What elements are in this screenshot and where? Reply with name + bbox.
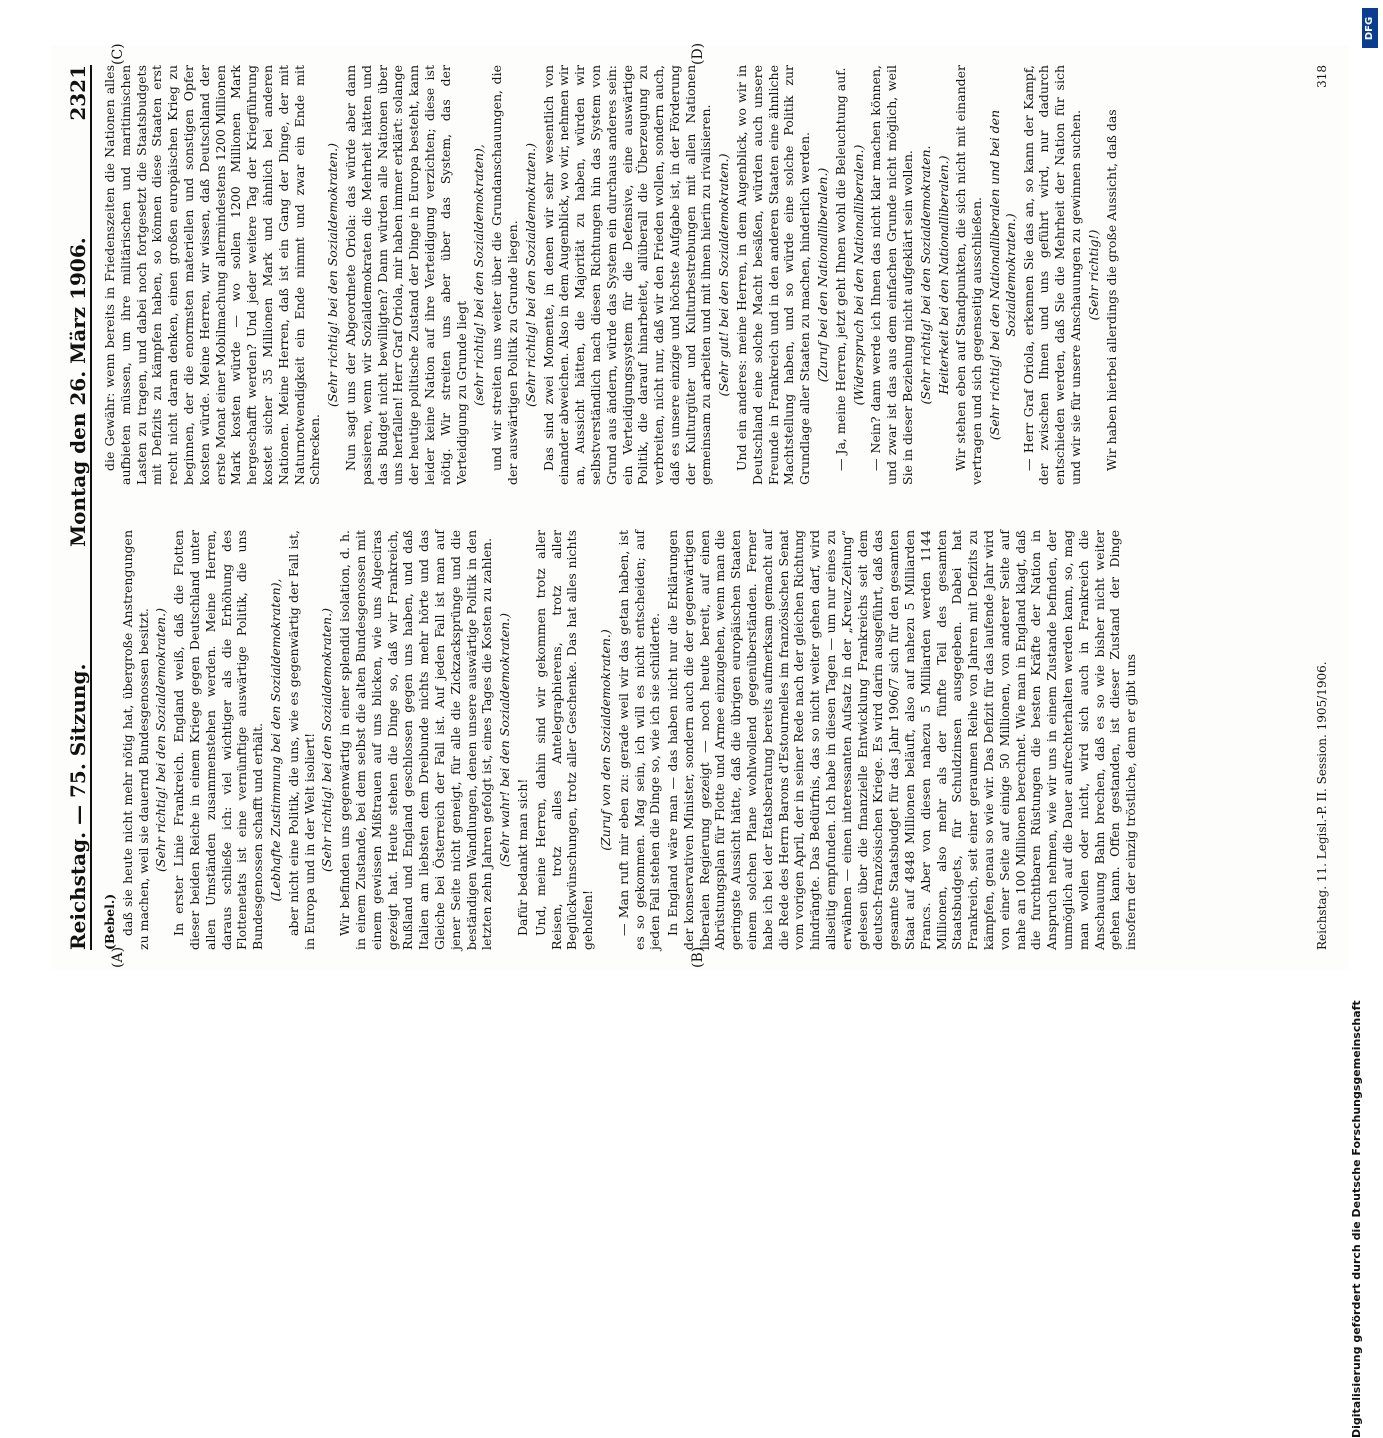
speaker-label: (Bebel.) bbox=[102, 893, 117, 950]
interjection: (Sehr gut! bei den Sozialdemokraten.) bbox=[716, 153, 732, 397]
paragraph: Wir befinden uns gegenwärtig in einer splendid isolation, d. h. in einem Zustande, bei dem selbst die alten Bundesgenossen mit einem gewissen Mißtrauen auf uns blicken, wie uns Algeciras gezeigt hat. Heute stehen die Dinge so, daß wir Frankreich, Rußland und England geschlossen gegen uns haben, und daß Italien am liebsten dem Dreibunde nichts mehr hörte und das Gleiche bei Österreich der Fall ist. Auf jeden Fall ist man auf jener Seite nicht geneigt, für alle die Zickzacksprünge und die beständigen Wandlungen, denen unsere auswärtige Politik in den letzten zehn Jahren gefolgt ist, eines Tages die Kosten zu zahlen. bbox=[337, 530, 495, 950]
paragraph: Wir stehen eben auf Standpunkten, die sich nicht mit einander vertragen und sich gegenseitig ausschließen. bbox=[953, 65, 985, 485]
paragraph: aber nicht eine Politik, die uns, wie es gegenwärtig der Fall ist, in Europa und in der Welt isoliert! bbox=[285, 530, 317, 950]
paragraph: — Herr Graf Oriola, erkennen Sie das an, so kann der Kampf, der zwischen Ihnen und uns geführt wird, nur dadurch entschieden werden, daß Sie die Mehrheit der Nation für sich und wir sie für unsere Anschauungen zu gewinnen suchen. bbox=[1020, 65, 1084, 485]
page-number: 2321 bbox=[66, 65, 90, 121]
interjection: (Sehr richtig!) bbox=[1085, 229, 1101, 321]
paragraph: daß sie heute nicht mehr nötig hat, übergroße Anstrengungen zu machen, weil sie dauernd Bundesgenossen besitzt. bbox=[119, 530, 151, 950]
interjection: (Sehr richtig! bei den Sozialdemokraten.) bbox=[153, 608, 169, 872]
dfg-logo: DFG bbox=[1362, 8, 1378, 48]
header-center: Montag den 26. März 1906. bbox=[66, 237, 90, 547]
paragraph: und wir streiten uns weiter über die Grundanschauungen, die der auswärtigen Politik zu Grunde liegen. bbox=[489, 65, 520, 485]
paragraph: — Nein? dann werde ich Ihnen das nicht klar machen können, und zwar ist das aus dem einfachen Grunde nicht möglich, weil Sie in dieser Beziehung nicht aufgeklärt sein wollen. bbox=[868, 65, 916, 485]
paragraph: Und, meine Herren, dahin sind wir gekommen trotz aller Reisen, trotz alles Antelegraphierens, trotz aller Beglückwünschungen, trotz aller Geschenke. Das hat alles nichts geholfen! bbox=[532, 530, 596, 950]
page-header bbox=[50, 65, 92, 950]
margin-mark-a: (A) bbox=[110, 946, 126, 968]
margin-mark-b: (B) bbox=[690, 946, 706, 968]
interjection: (Lebhafte Zustimmung bei den Sozialdemokraten), bbox=[267, 578, 283, 902]
margin-mark-d: (D) bbox=[690, 42, 706, 65]
interjection: (Zuruf von den Sozialdemokraten.) bbox=[597, 629, 613, 851]
paragraph: — Ja, meine Herren, jetzt geht Ihnen wohl die Beleuchtung auf. bbox=[832, 67, 848, 471]
paragraph: Und ein anderes: meine Herren, in dem Augenblick, wo wir in Deutschland eine solche Macht besäßen, würden auch unsere Freunde in Frankreich und in den anderen Staaten eine ähnliche Machtstellung haben, und so würde eine solche Politik zur Grundlage aller Staaten zu machen, hinderlich werden. bbox=[734, 65, 813, 485]
header-left: Reichstag. — 75. Sitzung. bbox=[66, 663, 90, 950]
interjection: (sehr richtig! bei den Sozialdemokraten), bbox=[471, 144, 487, 406]
interjection: (Widerspruch bei den Nationalliberalen.) bbox=[850, 144, 866, 406]
paragraph: In erster Linie Frankreich. England weiß, daß die Flotten dieser beiden Reiche in einem Kriege gegen Deutschland unter allen Umständen zusammenstehen werden. Meine Herren, daraus schließe ich: viel wichtiger als die Erhöhung des Flottenetats ist eine vernünftige auswärtige Politik, die uns Bundesgenossen schafft und erhält. bbox=[171, 530, 266, 950]
paragraph: — Man ruft mir eben zu: gerade weil wir das getan haben, ist es so gekommen. Mag sein, ich will es nicht entscheiden; auf jeden Fall stehen die Dinge so, wie ich sie schilderte. bbox=[615, 530, 663, 950]
interjection: Heiterkeit bei den Nationalliberalen.) bbox=[935, 155, 951, 395]
interjection: (Sehr richtig! bei den Sozialdemokraten.) bbox=[325, 143, 341, 407]
digitization-note: Digitalisierung gefördert durch die Deutsche Forschungsgemeinschaft bbox=[1350, 1000, 1363, 1438]
signature-number: 318 bbox=[1315, 65, 1329, 88]
paragraph: Wir haben hierbei allerdings die große Aussicht, daß das bbox=[1103, 109, 1119, 471]
paragraph: Dafür bedankt man sich! bbox=[514, 778, 530, 936]
paragraph: Nun sagt uns der Abgeordnete Oriola: das würde aber dann passieren, wenn wir Sozialdemokraten die Mehrheit hätten und das Budget nicht bewilligten? Dann würden alle Nationen über uns herfallen! Herr Graf Oriola, mir haben immer erklärt: solange der heutige politische Zustand der Dinge in Europa besteht, kann leider keine Nation auf ihre Verteidigung verzichten; diese ist nötig. Wir streiten uns aber über das System, das der Verteidigung zu Grunde liegt bbox=[342, 64, 469, 485]
interjection: (Sehr wahr! bei den Sozialdemokraten.) bbox=[497, 612, 513, 868]
left-column bbox=[102, 530, 1141, 950]
margin-mark-c: (C) bbox=[110, 43, 126, 65]
paragraph: Das sind zwei Momente, in denen wir sehr wesentlich von einander abweichen. Also in dem Augenblick, wo wir, nehmen wir an, Aussicht hätten, die Majorität zu haben, würden wir selbstverständlich nach diesen Richtungen hin das System von Grund aus ändern, würde das System ein durchaus anderes sein: ein Verteidigungssystem für die Defensive, eine auswärtige Politik, die darauf hinarbeitet, allüberall die Überzeugung zu verbreiten, nicht nur, daß wir den Frieden wollen, sondern auch, daß es unsere einzige und höchste Aufgabe ist, in der Förderung der Kulturgüter und Kulturbestrebungen mit allen Nationen gemeinsam zu arbeiten und mit ihnen hierin zu rivalisieren. bbox=[540, 65, 714, 485]
interjection: (Sehr richtig! bei den Nationalliberalen und bei den Sozialdemokraten.) bbox=[987, 109, 1018, 441]
interjection: (Sehr richtig! bei den Sozialdemokraten.) bbox=[319, 608, 335, 872]
paragraph: In England wäre man — das haben nicht nur die Erklärungen der konservativen Minister, sondern auch die der gegenwärtigen liberalen Regierung gezeigt — noch heute bereit, auf einen Abrüstungsplan für Flotte und Armee einzugehen, wenn man die geringste Aussicht hätte, daß die übrigen europäischen Staaten einem solchen Plane wohlwollend gegenüberständen. Ferner habe ich bei der Etatsberatung bereits aufmerksam gemacht auf die Rede des Herrn Barons d'Estournelles im französischen Senat vom vorigen April, der in seiner Rede nach der gleichen Richtung hindrängte. Das Bedürfnis, das so nicht weiter gehen darf, wird allseitig empfunden. Ich habe in diesen Tagen — um nur eines zu erwähnen — einen interessanten Aufsatz in der „Kreuz-Zeitung“ gelesen über die finanzielle Entwicklung Frankreichs seit dem deutsch-französischen Kriege. Es wird darin ausgeführt, daß das gesamte Staatsbudget für das Jahr 1906/7 sich für den gesamten Staat auf 4848 Millionen beläuft, also auf nahezu 5 Milliarden Francs. Aber von diesen nahezu 5 Milliarden werden 1144 Millionen, also mehr als der fünfte Teil des gesamten Staatsbudgets, für Schuldzinsen ausgegeben. Dabei hat Frankreich, seit einer geraumen Reihe von Jahren mit Defizits zu kämpfen, genau so wie wir. Das Defizit für das laufende Jahr wird von einer Seite auf einige 50 Millionen, von anderer Seite auf nahe an 100 Millionen berechnet. Wie man in England klagt, daß die furchtbaren Rüstungen die besten Kräfte der Nation in Anspruch nehmen, wie wir uns in einem Zustande befinden, der unmöglich auf die Dauer aufrechterhalten werden kann, so, mag man wollen oder nicht, wird sich auch in Frankreich die Anschauung Bahn brechen, daß es so wie bisher nicht weiter gehen kann. Offen gestanden, ist dieser Zustand der Dinge insofern der einzig tröstliche, denn er gibt uns bbox=[665, 530, 1139, 950]
right-column bbox=[102, 65, 1121, 485]
footer-left: Reichstag. 11. Legisl.-P. II. Session. 1905/1906. bbox=[1315, 661, 1329, 950]
interjection: (Sehr richtig! bei den Sozialdemokraten.) bbox=[522, 143, 538, 407]
interjection: (Zuruf bei den Nationalliberalen.) bbox=[815, 167, 831, 383]
document-page bbox=[50, 42, 1350, 970]
interjection: (Sehr richtig! bei den Sozialdemokraten. bbox=[917, 145, 933, 405]
page-footer bbox=[1315, 65, 1329, 950]
paragraph: die Gewähr: wenn bereits in Friedenszeiten die Nationen alles aufbieten müssen, um ihre militärischen und maritimischen Lasten zu tragen, und dabei noch fortgesetzt die Staatsbudgets mit Defizits zu kämpfen haben, so können diese Staaten erst recht nicht daran denken, einen großen europäischen Krieg zu beginnen, der die enormsten materiellen und sonstigen Opfer kosten würde. Meine Herren, wir wissen, daß Deutschland der erste Monat einer Mobilmachung allermindestens 1200 Millionen Mark kosten würde — wo sollen 1200 Millionen Mark hergeschafft werden? Und jeder weitere Tag der Kriegführung kostet sicher 35 Millionen Mark und ähnlich bei anderen Nationen. Meine Herren, daß ist ein Gang der Dinge, der mit Naturnotwendigkeit ein Ende nimmt und zwar ein Ende mit Schrecken. bbox=[102, 65, 323, 485]
